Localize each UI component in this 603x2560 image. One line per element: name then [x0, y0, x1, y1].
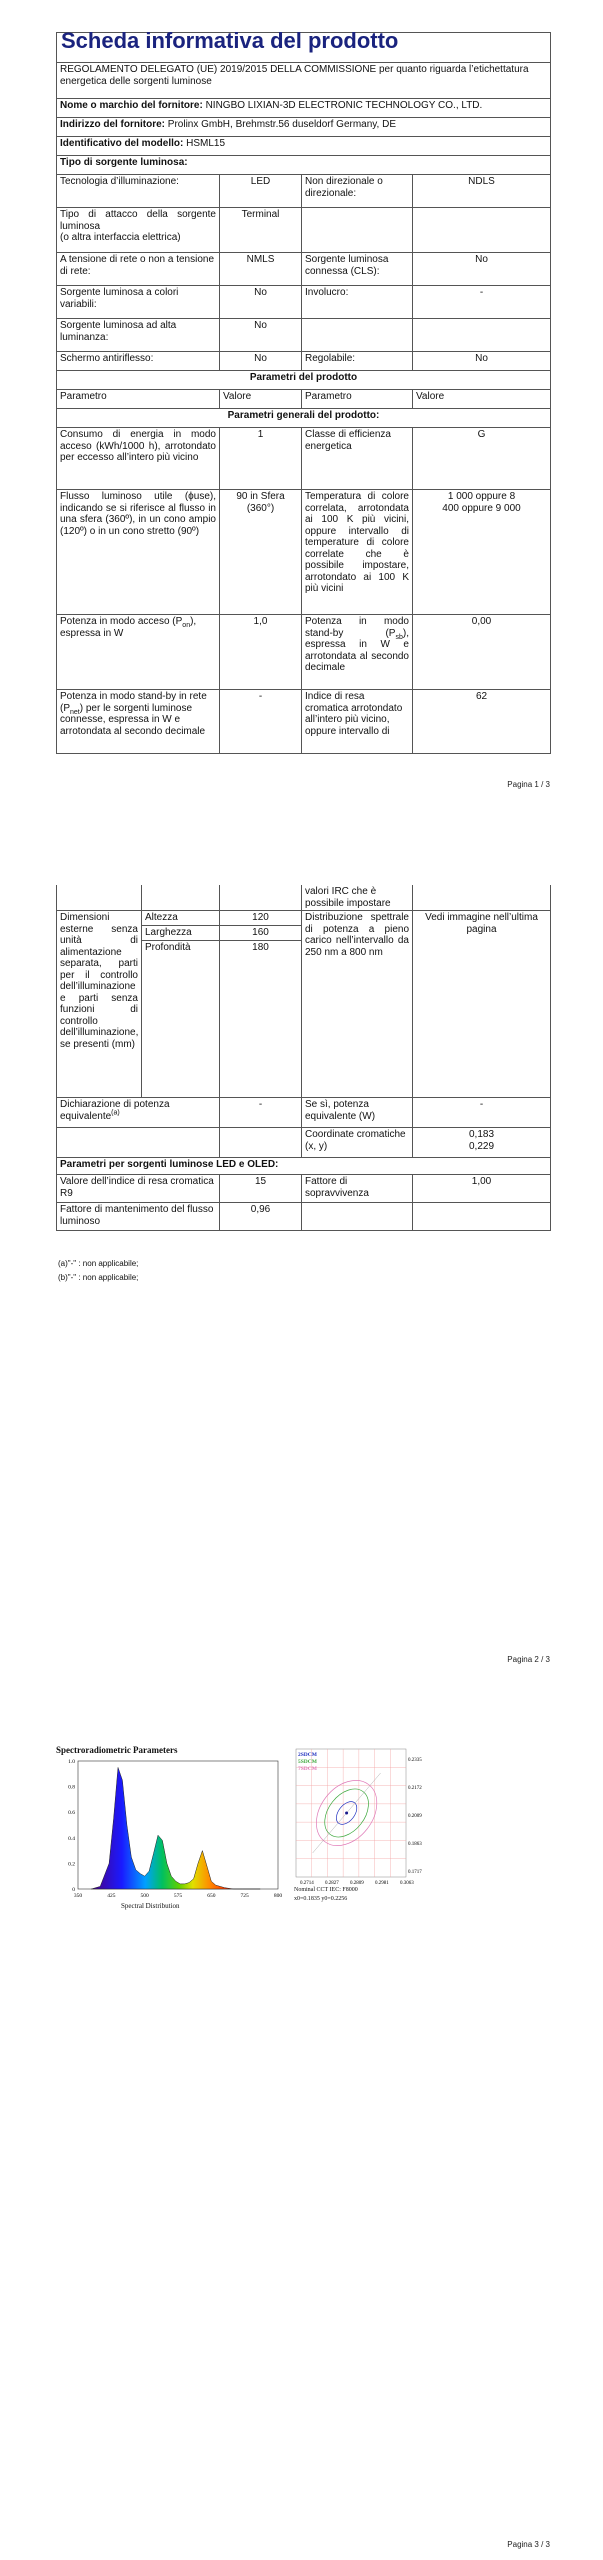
cie-xtick-label: 0.2981	[375, 1881, 389, 1886]
cie-ytick-label: 0.2335	[408, 1758, 422, 1763]
tech-value: LED	[220, 175, 302, 208]
directional-label: Non direzionale o direzionale:	[302, 175, 413, 208]
r9-value: 15	[220, 1175, 302, 1203]
cie-xtick-label: 0.2809	[350, 1881, 364, 1886]
led-params-heading: Parametri per sorgenti luminose LED e OLED:	[57, 1158, 551, 1175]
high-luminance-label: Sorgente luminosa ad alta luminanza:	[57, 319, 220, 352]
cie-ytick-label: 0.2009	[408, 1814, 422, 1819]
cap-label	[57, 208, 220, 253]
spectrum-ytick-label: 0	[72, 1887, 75, 1893]
height-label: Altezza	[142, 911, 220, 926]
equiv-power-label: Se sì, potenza equivalente (W)	[302, 1098, 413, 1128]
equiv-claim-sup: (a)	[111, 1109, 120, 1117]
r9-label: Valore dell’indice di resa cromatica R9	[57, 1175, 220, 1203]
cie-measured-point	[345, 1812, 348, 1815]
equiv-power-value: -	[413, 1098, 551, 1128]
dimmable-label: Regolabile:	[302, 352, 413, 371]
equiv-power-claim-label	[57, 1098, 220, 1128]
supplier-name-label: Nome o marchio del fornitore:	[60, 100, 203, 111]
cct-value	[413, 490, 551, 615]
high-luminance-value: No	[220, 319, 302, 352]
standby-label-a: Potenza in modo stand-by (P	[305, 616, 409, 639]
supplier-name: NINGBO LIXIAN-3D ELECTRONIC TECHNOLOGY CO., LTD.	[205, 100, 483, 111]
cie-caption-2: x0=0.1835 y0=0.2256	[294, 1896, 348, 1902]
equiv-power-claim-value: -	[220, 1098, 302, 1128]
col-value-2: Valore	[413, 390, 551, 409]
spectrum-plot	[56, 1745, 281, 1915]
cap-value: Terminal	[220, 208, 302, 253]
product-info-table-continued	[56, 885, 551, 1231]
net-standby-label-a: Potenza in modo stand-by in rete (P	[60, 691, 207, 714]
survival-factor-value: 1,00	[413, 1175, 551, 1203]
net-standby-label	[57, 690, 220, 754]
cap-label-line1: Tipo di attacco della sorgente luminosa	[60, 209, 216, 232]
standby-label-b: ), espressa in W e arrotondata al secondo decimale	[305, 627, 409, 673]
model-row	[57, 137, 551, 156]
cie-legend-item: 7SDCM	[298, 1766, 317, 1772]
chromaticity-x: 0,183	[468, 1129, 495, 1140]
dimensions-label: Dimensioni esterne senza unità di alimentazione separata, parti per il controllo dell’illuminazione e parti senza funzioni di controllo dell’illuminazione, se presenti (mm)	[57, 911, 142, 1098]
page-number-3: Pagina 3 / 3	[507, 2540, 550, 2549]
spectrum-xtick-label: 725	[240, 1893, 249, 1899]
spectrum-xtick-label: 800	[273, 1893, 283, 1899]
spectrum-series-area	[91, 1767, 260, 1889]
spectrum-xtick-label: 500	[140, 1893, 149, 1899]
on-power-label-b: ), espressa in W	[60, 616, 197, 639]
cri-label-part2: valori IRC che è possibile impostare	[302, 885, 413, 911]
params-heading: Parametri del prodotto	[57, 371, 551, 390]
lumen-maint-value: 0,96	[220, 1203, 302, 1231]
colour-tunable-label: Sorgente luminosa a colori variabili:	[57, 286, 220, 319]
net-standby-sub: net	[70, 708, 80, 716]
spectrum-chart	[56, 1745, 281, 1915]
supplier-name-row	[57, 99, 551, 118]
cri-label-part1: Indice di resa cromatica arrotondato all’intero più vicino, oppure intervallo di	[302, 690, 413, 754]
supplier-address: Prolinx GmbH, Brehmstr.56 duseldorf Germany, DE	[167, 119, 397, 130]
depth-value: 180	[220, 941, 302, 1098]
envelope-value: -	[413, 286, 551, 319]
chromaticity-y: 0,229	[468, 1140, 495, 1152]
energy-label: Consumo di energia in modo acceso (kWh/1000 h), arrotondato per eccesso all’intero più vicino	[57, 428, 220, 490]
on-power-label-a: Potenza in modo acceso (P	[60, 616, 183, 627]
standby-value: 0,00	[413, 615, 551, 690]
spectrum-xlabel: Spectral Distribution	[121, 1902, 180, 1910]
net-standby-value: -	[220, 690, 302, 754]
height-value: 120	[220, 911, 302, 926]
cct-label: Temperatura di colore correlata, arrotondata ai 100 K più vicini, oppure intervallo di temperature di colore correlate che è possibile impostare, arrotondato ai 100 K più vicini	[302, 490, 413, 615]
spectrum-title: Spectroradiometric Parameters	[56, 1745, 178, 1755]
regulation-text: REGOLAMENTO DELEGATO (UE) 2019/2015 DELLA COMMISSIONE per quanto riguarda l’etichettatura energetica delle sorgenti luminose	[57, 63, 551, 99]
spectrum-ytick-label: 0.6	[68, 1810, 75, 1817]
spd-label: Distribuzione spettrale di potenza a pieno carico nell’intervallo da 250 nm a 800 nm	[302, 911, 413, 1098]
page-2	[0, 885, 603, 1705]
model-label: Identificativo del modello:	[60, 138, 184, 149]
spd-value: Vedi immagine nell’ultima pagina	[413, 911, 551, 1098]
spectrum-xtick-label: 350	[73, 1893, 83, 1899]
cie-ytick-label: 0.1717	[408, 1870, 422, 1875]
spectrum-ytick-label: 0.2	[68, 1861, 75, 1868]
energy-class-value: G	[413, 428, 551, 490]
spectrum-xtick-label: 650	[207, 1893, 216, 1899]
equiv-claim-text: Dichiarazione di potenza equivalente	[60, 1099, 170, 1122]
directional-value: NDLS	[413, 175, 551, 208]
flux-value: 90 in Sfera (360°)	[220, 490, 302, 615]
general-params-heading: Parametri generali del prodotto:	[57, 409, 551, 428]
footnote-b: (b)"-" : non applicabile;	[58, 1273, 139, 1282]
dimmable-value: No	[413, 352, 551, 371]
supplier-address-label: Indirizzo del fornitore:	[60, 119, 165, 130]
depth-label: Profondità	[142, 941, 220, 1098]
colour-tunable-value: No	[220, 286, 302, 319]
tech-label: Tecnologia d’illuminazione:	[57, 175, 220, 208]
spectrum-ytick-label: 1.0	[68, 1759, 75, 1765]
cct-value-line1: 1 000 oppure 8	[447, 491, 516, 502]
on-power-sub: on	[182, 622, 191, 629]
cri-value: 62	[413, 690, 551, 754]
flux-label: Flusso luminoso utile (ϕuse), indicando se si riferisce al flusso in una sfera (360º), in un cono ampio (120º) o in un cono stretto (90º)	[57, 490, 220, 615]
width-value: 160	[220, 926, 302, 941]
product-info-table	[56, 28, 551, 754]
anti-glare-label: Schermo antiriflesso:	[57, 352, 220, 371]
anti-glare-value: No	[220, 352, 302, 371]
survival-factor-label: Fattore di sopravvivenza	[302, 1175, 413, 1203]
net-standby-label-b: ) per le sorgenti luminose connesse, espressa in W e arrotondata al secondo decimale	[60, 702, 206, 737]
cie-ytick-label: 0.1863	[408, 1842, 422, 1847]
energy-class-label: Classe di efficienza energetica	[302, 428, 413, 490]
footnotes	[58, 1257, 138, 1285]
width-label: Larghezza	[142, 926, 220, 941]
model-id: HSML15	[186, 138, 226, 149]
cie-xtick-label: 0.3063	[400, 1881, 414, 1886]
footnote-a: (a)"-" : non applicabile;	[58, 1259, 139, 1268]
supplier-address-row	[57, 118, 551, 137]
spectrum-xtick-label: 575	[173, 1893, 183, 1899]
spectrum-ytick-label: 0.4	[68, 1835, 75, 1842]
envelope-label: Involucro:	[302, 286, 413, 319]
cie-chromaticity-plot	[292, 1745, 432, 1910]
cap-label-line2: (o altra interfaccia elettrica)	[60, 232, 181, 243]
cie-legend-item: 2SDCM	[298, 1752, 317, 1758]
page-number-2: Pagina 2 / 3	[507, 1655, 550, 1664]
chromaticity-value	[413, 1128, 551, 1158]
cls-label: Sorgente luminosa connessa (CLS):	[302, 253, 413, 286]
cie-legend-item: 5SDCM	[298, 1759, 317, 1765]
col-param-2: Parametro	[302, 390, 413, 409]
lumen-maint-label: Fattore di mantenimento del flusso luminoso	[57, 1203, 220, 1231]
cie-caption-1: Nominal CCT IEC: F8000	[294, 1887, 358, 1893]
spectrum-xtick-label: 425	[107, 1893, 116, 1899]
chromaticity-label: Coordinate cromatiche (x, y)	[302, 1128, 413, 1158]
cie-xtick-label: 0.2827	[325, 1881, 339, 1886]
page-3	[0, 1725, 603, 2560]
standby-label	[302, 615, 413, 690]
mains-label: A tensione di rete o non a tensione di rete:	[57, 253, 220, 286]
col-value-1: Valore	[220, 390, 302, 409]
cie-ytick-label: 0.2172	[408, 1786, 422, 1791]
spectrum-ytick-label: 0.8	[68, 1784, 75, 1791]
source-type-heading: Tipo di sorgente luminosa:	[57, 156, 551, 175]
col-param-1: Parametro	[57, 390, 220, 409]
page-1	[0, 0, 603, 825]
cie-xtick-label: 0.2714	[300, 1881, 314, 1886]
on-power-label	[57, 615, 220, 690]
energy-value: 1	[220, 428, 302, 490]
standby-sub: sb	[395, 633, 403, 641]
page-number-1: Pagina 1 / 3	[507, 780, 550, 789]
document-title: Scheda informativa del prodotto	[61, 28, 399, 53]
cie-chart	[292, 1745, 432, 1910]
cct-value-line2: 400 oppure 9 000	[442, 502, 521, 514]
cls-value: No	[413, 253, 551, 286]
on-power-value: 1,0	[220, 615, 302, 690]
mains-value: NMLS	[220, 253, 302, 286]
